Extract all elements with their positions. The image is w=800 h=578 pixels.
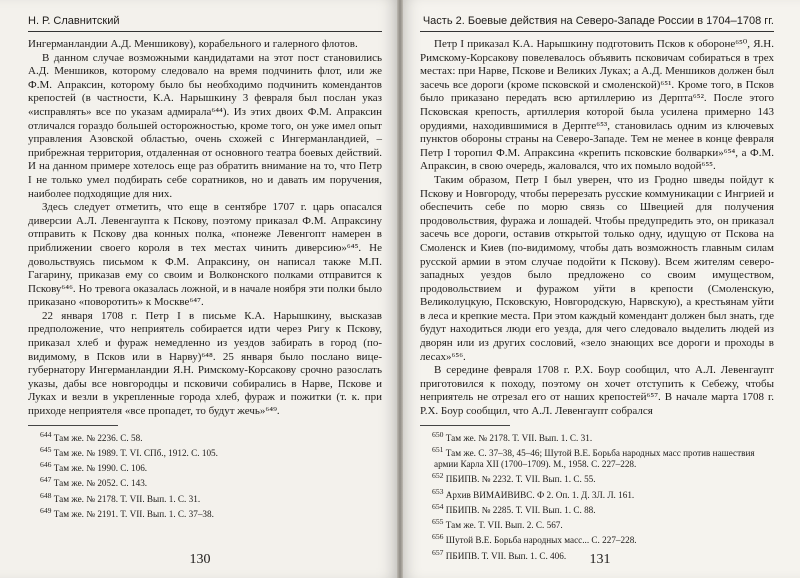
paragraph: В данном случае возможными кандидатами на этот пост становились А.Д. Меншиков, которому следовало на время подчинить флот, или же Ф.М. Апраксин, которому было бы необходимо подчинить комендантов крепостей (в частности, К.А. Нарышкину 3 февраля был послан указ «исправлять» все по указам адмирала⁶⁴⁴). Из этих двоих Ф.М. Апраксин отличался гораздо большей осторожностью, кроме того, он уже имел опыт управления Азовской областью, очень схожей с Ингерманландией, – прибрежная территория, отдаленная от основного театра боевых действий. И на данном примере хотелось еще раз обратить внимание на то, что Петр I не только умел подбирать себе соратников, но и давать им поручения, наиболее подходящие для них. <box>28 51 382 200</box>
paragraph: В середине февраля 1708 г. Р.Х. Боур сообщил, что А.Л. Левенгаупт приготовился к походу, поэтому он хочет отступить к Себежу, чтобы неприятель не отрезал его от наших крепостей⁶⁵⁷. В начале марта 1708 г. Р.Х. Боур сообщил, что А.Л. Левенгаупт собрался <box>420 364 774 418</box>
paragraph: Таким образом, Петр I был уверен, что из Гродно шведы пойдут к Пскову и Новгороду, чтобы перерезать русские коммуникации с Ингрией и обеспечить себе по морю связь со Швецией для получения продовольствия, фуража и лошадей. Чтобы предупредить это, он приказал засечь все дороги, оставив открытой только одну, идущую от Пскова на Смоленск и Киев (по-видимому, чтобы дать возможность главным силам русской армии в этом случае подойти к Пскову). Всем жителям северо-западных уездов было предложено со своим имуществом, продовольствием и фуражом уйти в крепости (Смоленскую, Великолуцкую, Псковскую, Новгородскую, Нарвскую), а крестьянам уйти в леса и крепкие места. При этом каждый комендант должен был знать, где будут находиться люди его уезда, для чего следовало выделить людей из дворян или из других сословий, «зело знающих все дороги и проходы в лесах»⁶⁵⁶. <box>420 173 774 363</box>
footnote-number: 648 <box>40 490 52 500</box>
footnote-text: Там же. С. 37–38, 45–46; Шутой В.Е. Борьба народных масс против нашествия армии Карла XII (1700–1709). М., 1958. С. 227–228. <box>434 447 755 470</box>
footnote-number: 649 <box>40 505 52 515</box>
footnote-number: 653 <box>432 486 444 496</box>
footnote-rule <box>28 425 118 426</box>
footnote-number: 654 <box>432 501 444 511</box>
footnote-number: 657 <box>432 547 444 557</box>
footnote-number: 646 <box>40 460 52 470</box>
main-text <box>28 38 382 419</box>
footnote <box>420 516 774 531</box>
footnote-number: 651 <box>432 444 444 454</box>
footnote-number: 650 <box>432 429 444 439</box>
footnotes <box>28 429 382 521</box>
footnote-text: Там же. № 2052. С. 143. <box>53 478 148 489</box>
footnote-number: 652 <box>432 471 444 481</box>
footnote <box>420 470 774 485</box>
footnote-text: ПБИПВ. Т. VII. Вып. 1. С. 406. <box>445 550 567 561</box>
footnote <box>28 429 382 444</box>
footnote-rule <box>420 425 510 426</box>
footnote <box>28 505 382 520</box>
footnote <box>420 501 774 516</box>
footnote-number: 647 <box>40 475 52 485</box>
footnote-text: Там же. № 1990. С. 106. <box>53 463 148 474</box>
footnote <box>420 486 774 501</box>
book-gutter <box>397 0 403 578</box>
footnote <box>28 474 382 489</box>
running-head: Н. Р. Славнитский <box>28 14 382 32</box>
footnote-text: ПБИПВ. № 2232. Т. VII. Вып. 1. С. 55. <box>445 474 596 485</box>
footnote-text: Там же. № 2236. С. 58. <box>53 432 143 443</box>
footnote-number: 644 <box>40 429 52 439</box>
footnote-text: ПБИПВ. № 2285. Т. VII. Вып. 1. С. 88. <box>445 504 596 515</box>
paragraph: Ингерманландии А.Д. Меншикову), корабельного и галерного флотов. <box>28 38 358 50</box>
page-number: 130 <box>189 552 211 567</box>
footnote <box>420 531 774 546</box>
footnote <box>28 459 382 474</box>
running-head: Часть 2. Боевые действия на Северо-Западе России в 1704–1708 гг. <box>420 14 774 32</box>
footnote-number: 656 <box>432 532 444 542</box>
footnote <box>28 490 382 505</box>
footnote-text: Там же. № 1989. Т. VI. СПб., 1912. С. 105. <box>53 447 218 458</box>
footnote-text: Шутой В.Е. Борьба народных масс... С. 227–228. <box>445 535 637 546</box>
footnote <box>28 444 382 459</box>
footnotes <box>420 429 774 562</box>
footnote-text: Там же. Т. VII. Вып. 2. С. 567. <box>445 520 563 531</box>
footnote-text: Там же. № 2178. Т. VII. Вып. 1. С. 31. <box>445 432 593 443</box>
paragraph: Петр I приказал К.А. Нарышкину подготовить Псков к обороне⁶⁵⁰, Я.Н. Римскому-Корсакову повелевалось объявить псковичам собираться в трех местах: при Нарве, Пскове и Великих Луках; а А.Д. Меншиков должен был засечь все дороги (кроме псковской и смоленской)⁶⁵¹. Кроме того, в Псков было приказано передать всю артиллерию из Дерпта⁶⁵². После этого Псковская крепость, артиллерия которой была усилена примерно 143 орудиями, находившимися в Дерпте⁶⁵³, становилась одним из ключевых пунктов обороны страны на Северо-Западе. Тем не менее в конце февраля Петр I торопил Ф.М. Апраксина «крепить псковские болварки»⁶⁵⁴, а Ф.М. Апраксин, в свою очередь, жаловался, что их помыло водой⁶⁵⁵. <box>420 38 774 173</box>
paragraph: 22 января 1708 г. Петр I в письме К.А. Нарышкину, высказав предположение, что неприятель собирается идти через Ригу к Пскову, приказал хлеб и фураж немедленно из уездов забирать в город (по-видимому, в Псков или в Нарву)⁶⁴⁸. 25 января было послано вице-губернатору Ингерманландии Я.Н. Римскому-Корсакову срочно разослать указы, дабы все новгородцы и псковичи собирались в Нарве, Пскове и Луках и везли в укрепленные города хлеб, фураж и пожитки (т. к. при приходе неприятеля «все пропадет, то будут жечь»⁶⁴⁹. <box>28 309 382 418</box>
right-page <box>400 0 800 578</box>
page-number: 131 <box>589 552 611 567</box>
main-text <box>420 38 774 419</box>
footnote <box>420 429 774 444</box>
footnote-text: Там же. № 2178. Т. VII. Вып. 1. С. 31. <box>53 493 201 504</box>
paragraph: Здесь следует отметить, что еще в сентябре 1707 г. царь опасался диверсии А.Л. Левенгаупта к Пскову, поэтому приказал Ф.М. Апраксину отправить к Пскову два конных полка, «понеже Левенгопт намерен в приближении своего короля в тех местах чинить диверсию»⁶⁴⁵. Не довольствуясь письмом к Ф.М. Апраксину, он написал также М.П. Гагарину, приказав ему со своим и Волконского полками отправится к Пскову⁶⁴⁶. Но тревога оказалась ложной, и в начале ноября эти полки было приказано «поворотить» к Москве⁶⁴⁷. <box>28 201 382 309</box>
footnote <box>420 444 774 470</box>
footnote-number: 645 <box>40 444 52 454</box>
footnote-text: Там же. № 2191. Т. VII. Вып. 1. С. 37–38. <box>53 509 214 520</box>
footnote-number: 655 <box>432 517 444 527</box>
footnote-text: Архив ВИМАИВИВС. Ф 2. Оп. 1. Д. 3Л. Л. 161. <box>445 489 635 500</box>
